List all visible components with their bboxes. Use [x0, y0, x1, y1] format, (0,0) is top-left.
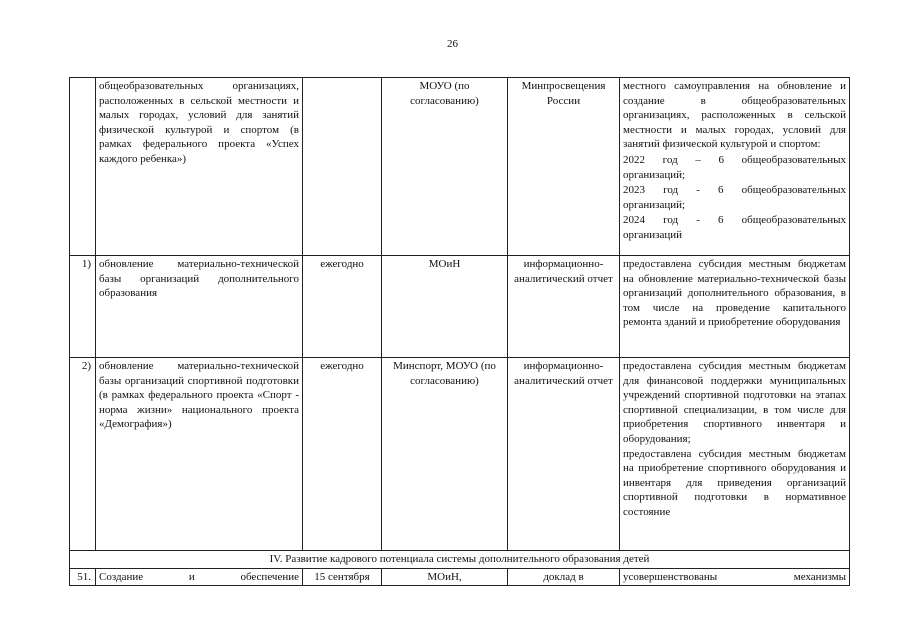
event-cell: Создание и обеспечение: [96, 568, 303, 586]
result-paragraph: 2023 год - 6 общеобразовательных организаций;: [623, 184, 846, 211]
deadline-cell: ежегодно: [303, 358, 382, 551]
deadline-cell: 15 сентября: [303, 568, 382, 586]
result-cell: [620, 358, 850, 551]
deadline-cell: ежегодно: [303, 256, 382, 358]
table-row: [70, 568, 850, 586]
result-paragraph: предоставлена субсидия местным бюджетам на приобретение спортивного оборудования и инвентаря для приведения организаций спортивной подготовки в нормативное состояние: [623, 447, 846, 518]
row-number: [70, 78, 96, 256]
result-cell: усовершенствованы механизмы: [620, 568, 850, 586]
executor-cell: МОиН: [382, 256, 508, 358]
result-paragraph: 2024 год - 6 общеобразовательных организаций: [623, 214, 846, 241]
report-form-cell: Минпросвещения России: [508, 78, 620, 256]
result-paragraph: местного самоуправления на обновление и создание в общеобразовательных организациях, расположенных в сельской местности и малых городах, условий для занятий физической культурой и спортом:: [623, 80, 846, 151]
table-row: [70, 358, 850, 551]
section-heading: IV. Развитие кадрового потенциала системы дополнительного образования детей: [70, 551, 850, 569]
event-cell: общеобразовательных организациях, расположенных в сельской местности и малых городах, условий для занятий физической культурой и спортом (в рамках федерального проекта «Успех каждого ребенка»): [96, 78, 303, 256]
event-cell: обновление материально-технической базы организаций дополнительного образования: [96, 256, 303, 358]
table-row: [70, 78, 850, 256]
result-paragraph: предоставлена субсидия местным бюджетам на обновление материально-технической базы организаций дополнительного образования, в том числе на проведение капитального ремонта зданий и приобретение оборудования: [623, 258, 846, 329]
report-form-cell: информационно-аналитический отчет: [508, 358, 620, 551]
result-paragraph: предоставлена субсидия местным бюджетам для финансовой поддержки муниципальных учреждений спортивной подготовки на этапах спортивной специализации, в том числе для приобретения спортивного инвентаря и оборудования;: [623, 360, 846, 445]
executor-cell: МОиН,: [382, 568, 508, 586]
deadline-cell: [303, 78, 382, 256]
section-heading-row: [70, 551, 850, 569]
table-row: [70, 256, 850, 358]
page-number: 26: [447, 38, 458, 50]
row-number: 51.: [70, 568, 96, 586]
executor-cell: Минспорт, МОУО (по согласованию): [382, 358, 508, 551]
event-cell: обновление материально-технической базы организаций спортивной подготовки (в рамках федерального проекта «Спорт - норма жизни» национального проекта «Демография»): [96, 358, 303, 551]
row-number: 2): [70, 358, 96, 551]
result-paragraph: 2022 год – 6 общеобразовательных организаций;: [623, 153, 846, 181]
report-form-cell: информационно-аналитический отчет: [508, 256, 620, 358]
result-cell: [620, 256, 850, 358]
plan-table: [69, 77, 850, 586]
executor-cell: МОУО (по согласованию): [382, 78, 508, 256]
report-form-cell: доклад в: [508, 568, 620, 586]
result-cell: [620, 78, 850, 256]
row-number: 1): [70, 256, 96, 358]
